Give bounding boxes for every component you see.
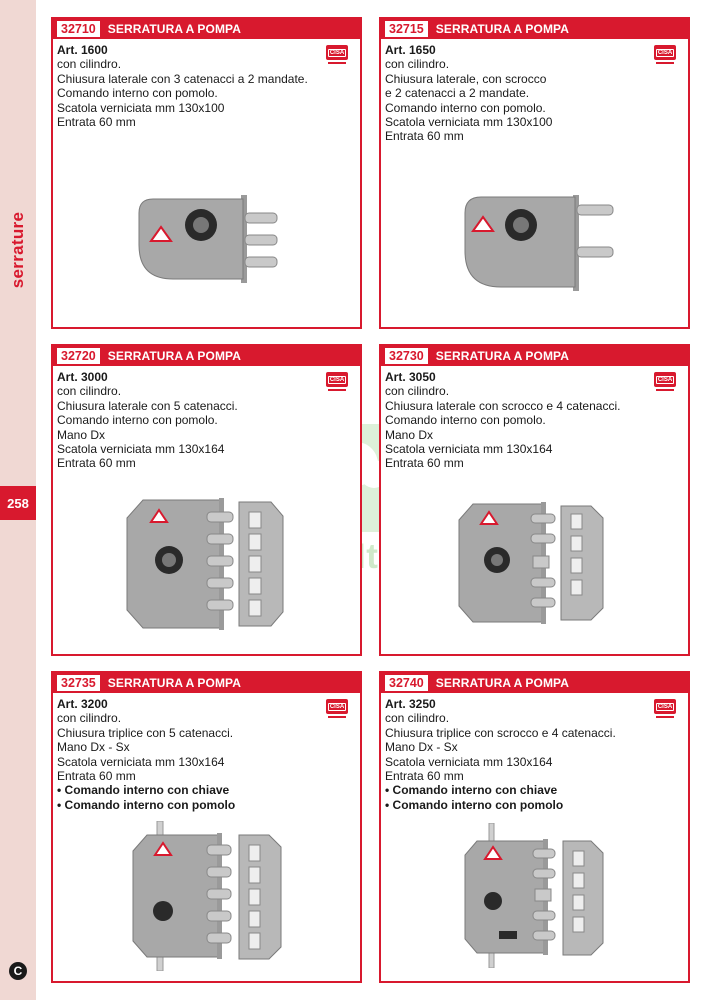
article-number: Art. 1650 <box>385 43 436 57</box>
feature-bullet: • Comando interno con pomolo <box>385 797 564 812</box>
corner-logo-icon: C <box>9 962 27 980</box>
spec-line: Entrata 60 mm <box>57 769 136 784</box>
product-title: SERRATURA A POMPA <box>107 349 242 363</box>
product-title: SERRATURA A POMPA <box>435 22 570 36</box>
brand-logo-icon: CISA <box>326 372 348 394</box>
product-description <box>385 43 655 144</box>
lock-1650-image <box>459 191 629 301</box>
product-code: 32740 <box>385 675 428 691</box>
page-number: 258 <box>0 486 36 520</box>
brand-logo-icon: CISA <box>654 699 676 721</box>
spec-line: con cilindro. <box>385 711 450 726</box>
product-card-32735 <box>51 671 362 983</box>
brand-logo-icon: CISA <box>326 45 348 67</box>
article-number: Art. 3200 <box>57 697 108 711</box>
spec-line: Entrata 60 mm <box>385 456 464 471</box>
product-description <box>385 697 655 812</box>
card-header <box>53 346 360 366</box>
feature-bullet: • Comando interno con pomolo <box>57 797 236 812</box>
product-title: SERRATURA A POMPA <box>435 676 570 690</box>
product-card-32730 <box>379 344 690 656</box>
spec-line: Scatola verniciata mm 130x164 <box>385 754 553 769</box>
card-header <box>53 673 360 693</box>
product-code: 32710 <box>57 21 100 37</box>
spec-line: Mano Dx <box>385 427 434 442</box>
lock-3000-image <box>123 494 303 634</box>
spec-line: con cilindro. <box>57 57 122 72</box>
spec-line: Chiusura laterale, con scrocco <box>385 71 547 86</box>
spec-line: Entrata 60 mm <box>57 456 136 471</box>
product-description <box>57 370 327 471</box>
spec-line: Chiusura triplice con scrocco e 4 catenacci. <box>385 725 616 740</box>
spec-line: Mano Dx - Sx <box>57 740 130 755</box>
spec-line: e 2 catenacci a 2 mandate. <box>385 86 530 101</box>
spec-line: con cilindro. <box>57 711 122 726</box>
spec-line: Scatola verniciata mm 130x164 <box>385 442 553 457</box>
spec-line: Comando interno con pomolo. <box>57 86 218 101</box>
section-label: serrature <box>8 211 28 289</box>
spec-line: Entrata 60 mm <box>385 769 464 784</box>
product-card-32720 <box>51 344 362 656</box>
spec-line: Scatola verniciata mm 130x100 <box>385 115 553 130</box>
product-title: SERRATURA A POMPA <box>435 349 570 363</box>
card-header <box>381 346 688 366</box>
card-header <box>53 19 360 39</box>
lock-1600-image <box>133 191 303 291</box>
spec-line: con cilindro. <box>385 57 450 72</box>
spec-line: Comando interno con pomolo. <box>385 413 546 428</box>
product-code: 32735 <box>57 675 100 691</box>
brand-logo-icon: CISA <box>654 372 676 394</box>
lock-3200-image <box>129 821 299 971</box>
product-card-32710 <box>51 17 362 329</box>
article-number: Art. 3000 <box>57 370 108 384</box>
spec-line: Mano Dx - Sx <box>385 740 458 755</box>
spec-line: Chiusura triplice con 5 catenacci. <box>57 725 234 740</box>
spec-line: con cilindro. <box>57 384 122 399</box>
brand-logo-icon: CISA <box>326 699 348 721</box>
product-code: 32715 <box>385 21 428 37</box>
spec-line: Comando interno con pomolo. <box>57 413 218 428</box>
product-description <box>385 370 655 471</box>
product-description <box>57 697 327 812</box>
spec-line: Entrata 60 mm <box>385 129 464 144</box>
feature-bullet: • Comando interno con chiave <box>57 783 230 798</box>
feature-bullet: • Comando interno con chiave <box>385 783 558 798</box>
spec-line: Chiusura laterale con 5 catenacci. <box>57 398 238 413</box>
spec-line: Scatola verniciata mm 130x100 <box>57 100 225 115</box>
product-title: SERRATURA A POMPA <box>107 676 242 690</box>
spec-line: Scatola verniciata mm 130x164 <box>57 442 225 457</box>
product-card-32740 <box>379 671 690 983</box>
product-description <box>57 43 327 129</box>
spec-line: Mano Dx <box>57 427 106 442</box>
article-number: Art. 3250 <box>385 697 436 711</box>
spec-line: Comando interno con pomolo. <box>385 100 546 115</box>
product-code: 32730 <box>385 348 428 364</box>
spec-line: con cilindro. <box>385 384 450 399</box>
product-code: 32720 <box>57 348 100 364</box>
product-card-32715 <box>379 17 690 329</box>
lock-3250-image <box>463 823 623 968</box>
spec-line: Scatola verniciata mm 130x164 <box>57 754 225 769</box>
article-number: Art. 3050 <box>385 370 436 384</box>
product-title: SERRATURA A POMPA <box>107 22 242 36</box>
spec-line: Chiusura laterale con scrocco e 4 catenacci. <box>385 398 621 413</box>
article-number: Art. 1600 <box>57 43 108 57</box>
spec-line: Entrata 60 mm <box>57 115 136 130</box>
brand-logo-icon: CISA <box>654 45 676 67</box>
lock-3050-image <box>455 498 625 628</box>
spec-line: Chiusura laterale con 3 catenacci a 2 mandate. <box>57 71 308 86</box>
card-header <box>381 673 688 693</box>
card-header <box>381 19 688 39</box>
